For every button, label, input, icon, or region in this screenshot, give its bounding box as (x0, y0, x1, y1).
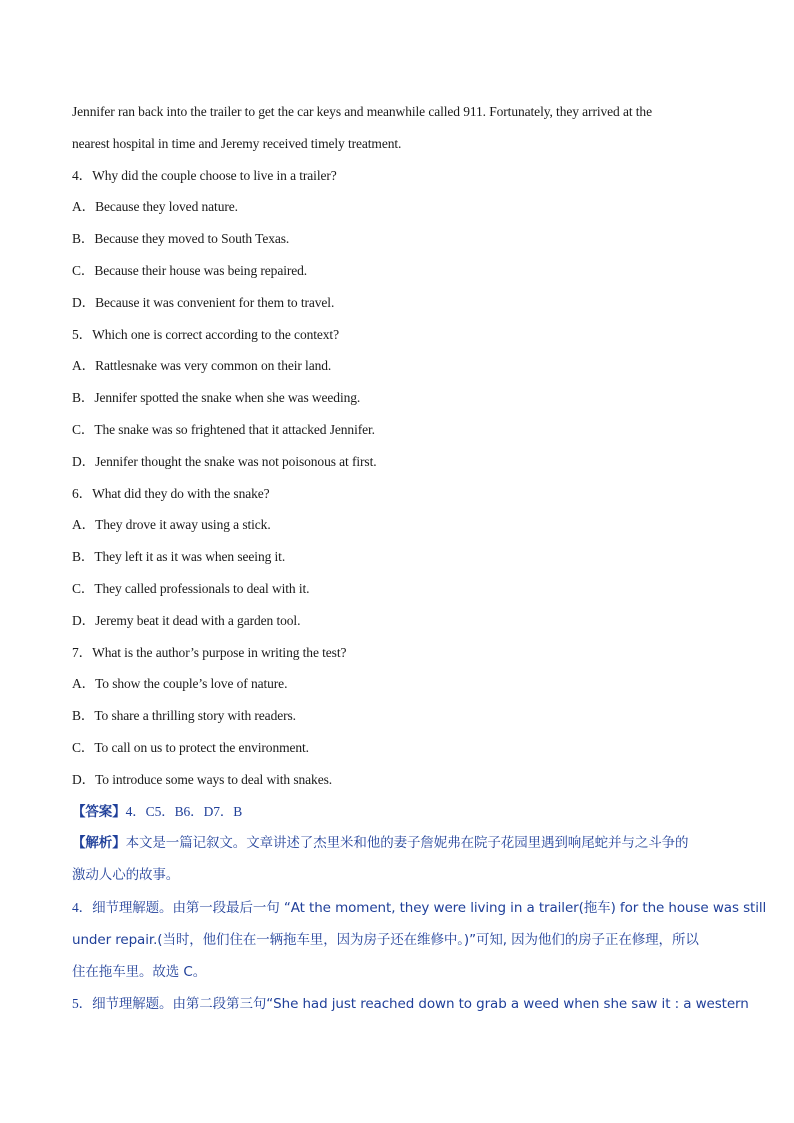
question-text: What did they do with the snake? (92, 485, 270, 501)
answer-line (72, 796, 722, 829)
option-text: Because they moved to South Texas. (94, 231, 290, 247)
analysis-tag: 【解析】 (72, 835, 126, 852)
option-text: They drove it away using a stick. (95, 517, 271, 533)
option-letter: B． (72, 231, 95, 247)
question-4 (72, 160, 722, 192)
option-text: To introduce some ways to deal with snakes. (95, 771, 333, 787)
option-letter: A． (72, 358, 96, 374)
option-5d (72, 446, 722, 478)
option-letter: C． (72, 739, 95, 755)
option-6b (72, 541, 722, 573)
question-number: 5． (72, 326, 93, 342)
option-letter: B． (72, 390, 95, 406)
option-text: Rattlesnake was very common on their land. (95, 358, 332, 374)
option-6d (72, 605, 722, 637)
option-letter: B． (72, 708, 95, 724)
question-text: Why did the couple choose to live in a trailer? (92, 167, 337, 183)
option-letter: D． (72, 294, 96, 310)
question-6 (72, 478, 722, 510)
explanation-5-line-1 (72, 988, 749, 1021)
passage-line-2: nearest hospital in time and Jeremy received timely treatment. (72, 135, 402, 151)
option-letter: A． (72, 676, 96, 692)
option-text: Jeremy beat it dead with a garden tool. (95, 612, 301, 628)
option-7c (72, 732, 722, 764)
option-7b (72, 700, 722, 732)
option-text: To call on us to protect the environment. (94, 739, 309, 755)
question-text: Which one is correct according to the context? (92, 326, 339, 342)
document-page (72, 96, 767, 1021)
explanation-number: 4． (72, 899, 93, 915)
option-5c (72, 414, 722, 446)
question-number: 6． (72, 485, 93, 501)
explanation-number: 5． (72, 996, 93, 1012)
option-text: Because they loved nature. (95, 199, 238, 215)
option-text: Jennifer spotted the snake when she was weeding. (94, 390, 361, 406)
option-4b (72, 223, 722, 255)
option-letter: C． (72, 580, 95, 596)
option-5b (72, 382, 722, 414)
option-letter: C． (72, 421, 95, 437)
option-letter: D． (72, 453, 96, 469)
answer-text: 4．C5．B6．D7．B (125, 803, 243, 819)
question-5 (72, 319, 722, 351)
option-text: Because it was convenient for them to travel. (95, 294, 335, 310)
explanation-4-line-1 (72, 892, 767, 925)
option-text: Jennifer thought the snake was not poisonous at first. (95, 453, 377, 469)
option-letter: B． (72, 549, 95, 565)
option-letter: A． (72, 517, 96, 533)
option-letter: C． (72, 262, 95, 278)
option-4a (72, 191, 722, 223)
option-4d (72, 287, 722, 319)
option-4c (72, 255, 722, 287)
explanation-text: 细节理解题。由第二段第三句“She had just reached down to grab a weed when she saw it : a western (92, 996, 749, 1013)
option-7d (72, 764, 722, 796)
option-text: The snake was so frightened that it attacked Jennifer. (94, 421, 375, 437)
option-5a (72, 350, 722, 382)
question-text: What is the author’s purpose in writing the test? (92, 644, 347, 660)
explanation-4-line-3: 住在拖车里。故选 C。 (72, 963, 207, 980)
analysis-line-2: 激动人心的故事。 (72, 867, 180, 884)
option-7a (72, 668, 722, 700)
question-number: 4． (72, 167, 93, 183)
option-text: To show the couple’s love of nature. (95, 676, 288, 692)
option-letter: A． (72, 199, 96, 215)
explanation-text: 细节理解题。由第一段最后一句 “At the moment, they were living in a trailer(拖车) for the house was still (92, 899, 767, 916)
option-6c (72, 573, 722, 605)
option-letter: D． (72, 612, 96, 628)
analysis-line-1 (72, 828, 722, 860)
option-letter: D． (72, 771, 96, 787)
question-7 (72, 637, 722, 669)
explanation-4-line-2: under repair.(当时，他们住在一辆拖车里，因为房子还在维修中。)”可知, 因为他们的房子正在修理，所以 (72, 931, 699, 948)
question-number: 7． (72, 644, 93, 660)
passage-line-1: Jennifer ran back into the trailer to get the car keys and meanwhile called 911. Fortunately, they arrived at the (72, 104, 652, 119)
option-text: They called professionals to deal with it. (94, 580, 310, 596)
option-6a (72, 509, 722, 541)
analysis-text: 本文是一篇记叙文。文章讲述了杰里米和他的妻子詹妮弗在院子花园里遇到响尾蛇并与之斗争的 (125, 835, 689, 852)
option-text: They left it as it was when seeing it. (94, 549, 286, 565)
option-text: To share a thrilling story with readers. (94, 708, 296, 724)
option-text: Because their house was being repaired. (94, 262, 308, 278)
answer-tag: 【答案】 (72, 803, 126, 820)
